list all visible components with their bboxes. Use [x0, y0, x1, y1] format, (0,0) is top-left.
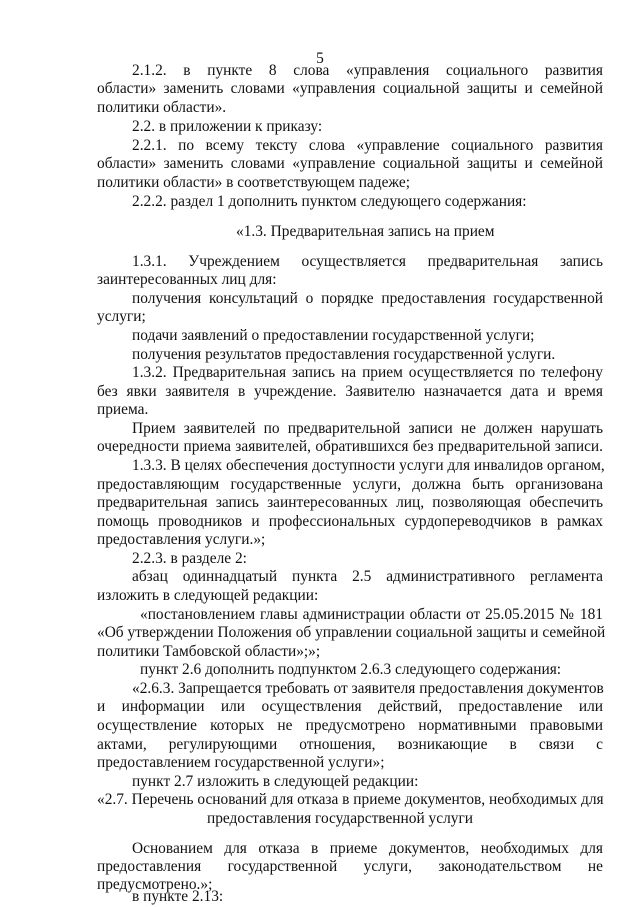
text-line: 1.3.2. Предварительная запись на прием осуществляется по телефону	[132, 364, 603, 381]
text-line: без явки заявителя в учреждение. Заявителю назначается дата и время	[97, 383, 603, 400]
text-line: изложить в следующей редакции:	[97, 587, 319, 604]
text-line: области» заменить словами «управление социальной защиты и семейной	[97, 155, 603, 172]
text-line: предоставляющим государственные услуги, должна быть организована	[97, 476, 603, 493]
text-line: «постановлением главы администрации области от 25.05.2015 № 181	[140, 606, 603, 623]
text-line: в пункте 2.13:	[132, 888, 224, 905]
section-heading: «1.3. Предварительная запись на прием	[236, 223, 495, 240]
text-line: политики области» в соответствующем падеже;	[97, 174, 410, 191]
text-line: Прием заявителей по предварительной записи не должен нарушать	[132, 420, 603, 437]
text-line: и информации или осуществления действий, предоставление или	[97, 698, 603, 715]
text-line: получения консультаций о порядке предоставления государственной	[132, 290, 603, 307]
text-line: пункт 2.6 дополнить подпунктом 2.6.3 следующего содержания:	[140, 661, 562, 678]
text-line: политики Тамбовской области»;»;	[97, 643, 321, 660]
text-line: приема.	[97, 401, 149, 418]
text-line: 1.3.3. В целях обеспечения доступности услуги для инвалидов органом,	[132, 457, 605, 474]
text-line: услуги;	[97, 308, 146, 325]
text-line: предоставления услуги.»;	[97, 531, 266, 548]
text-line: «Об утверждении Положения об управлении социальной защиты и семейной	[97, 624, 606, 641]
text-line: осуществление которых не предусмотрено нормативными правовыми	[97, 717, 603, 734]
text-line: получения результатов предоставления государственной услуги.	[132, 346, 556, 363]
text-line: предварительная запись заинтересованных лиц, позволяющая обеспечить	[97, 494, 603, 511]
text-line: помощь проводников и профессиональных сурдопереводчиков в рамках	[97, 513, 603, 530]
text-line: предоставлением государственной услуги»;	[97, 754, 385, 771]
text-line: заинтересованных лиц для:	[97, 271, 277, 288]
text-line: Основанием для отказа в приеме документов, необходимых для	[132, 840, 603, 857]
text-line: 2.2.3. в разделе 2:	[132, 550, 247, 567]
text-line: очередности приема заявителей, обратившихся без предварительной записи.	[97, 438, 603, 455]
text-line: абзац одиннадцатый пункта 2.5 административного регламента	[132, 568, 603, 585]
text-line: актами, регулирующими отношения, возникающие в связи с	[97, 736, 603, 753]
text-line: предусмотрено.»;	[97, 876, 213, 893]
text-line: 2.2. в приложении к приказу:	[132, 118, 323, 135]
text-line: 1.3.1. Учреждением осуществляется предварительная запись	[132, 253, 603, 270]
text-line: «2.6.3. Запрещается требовать от заявителя предоставления документов	[132, 680, 604, 697]
page-number: 5	[316, 50, 324, 67]
text-line: области» заменить словами «управления социальной защиты и семейной	[97, 80, 603, 97]
text-line: политики области».	[97, 99, 227, 116]
text-line: предоставления государственной услуги	[207, 810, 474, 827]
text-line: предоставления государственной услуги, законодательством не	[97, 858, 603, 875]
text-line: 2.2.2. раздел 1 дополнить пунктом следующего содержания:	[132, 193, 527, 210]
text-line: 2.1.2. в пункте 8 слова «управления социального развития	[132, 62, 603, 79]
text-line: подачи заявлений о предоставлении государственной услуги;	[132, 327, 535, 344]
text-line: «2.7. Перечень оснований для отказа в приеме документов, необходимых для	[97, 791, 604, 808]
text-line: 2.2.1. по всему тексту слова «управление социального развития	[132, 137, 603, 154]
text-line: пункт 2.7 изложить в следующей редакции:	[132, 773, 419, 790]
